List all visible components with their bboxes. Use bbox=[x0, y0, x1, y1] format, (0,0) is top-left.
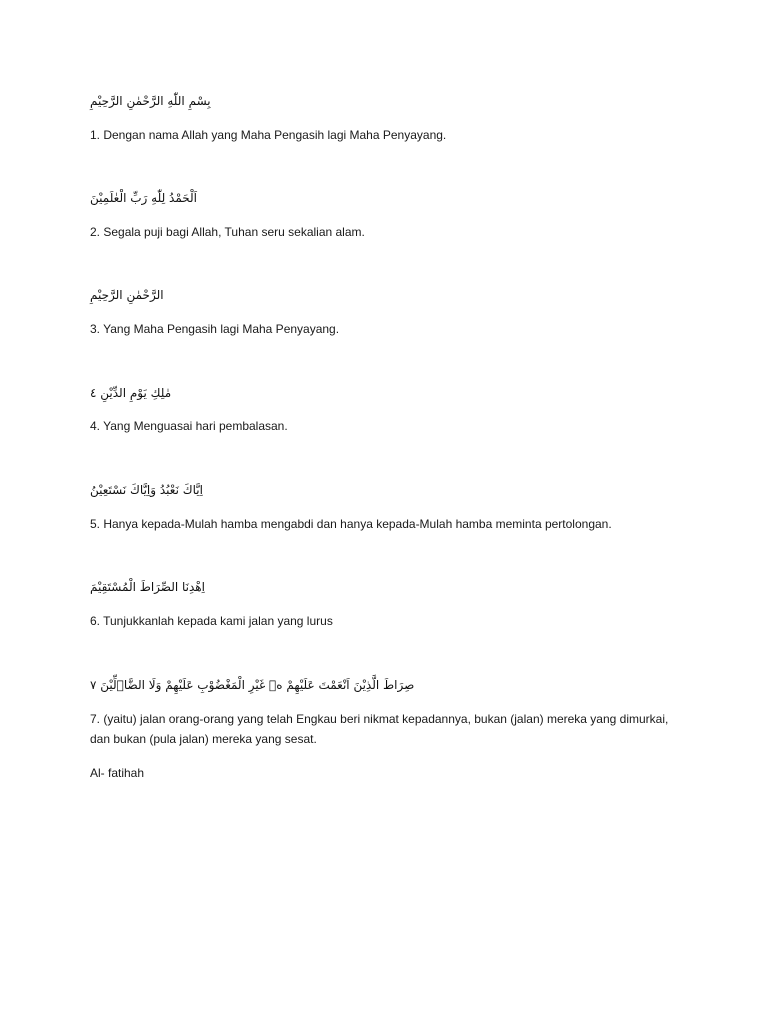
verse-1-translation: 1. Dengan nama Allah yang Maha Pengasih lagi Maha Penyayang. bbox=[90, 128, 447, 142]
verse-5-translation: 5. Hanya kepada-Mulah hamba mengabdi dan hanya kepada-Mulah hamba meminta pertolongan. bbox=[90, 517, 612, 531]
verse-7-translation: 7. (yaitu) jalan orang-orang yang telah Engkau beri nikmat kepadannya, bukan (jalan) mereka yang dimurkai, dan bukan (pula jalan) mereka yang sesat. bbox=[90, 712, 669, 746]
verse-1-arabic: بِسْمِ اللّٰهِ الرَّحْمٰنِ الرَّحِيْمِ bbox=[90, 94, 211, 108]
verse-2-arabic: اَلْحَمْدُ لِلّٰهِ رَبِّ الْعٰلَمِيْنَ bbox=[90, 191, 198, 205]
verse-3-arabic: الرَّحْمٰنِ الرَّحِيْمِ bbox=[90, 288, 164, 302]
verse-6-translation: 6. Tunjukkanlah kepada kami jalan yang lurus bbox=[90, 614, 333, 628]
verse-7-arabic: صِرَاطَ الَّذِيْنَ اَنْعَمْتَ عَلَيْهِمْ ەۙ غَيْرِ الْمَغْضُوْبِ عَلَيْهِمْ وَلَا الضَّاۤلِّيْنَ ٧ bbox=[90, 678, 415, 692]
verse-4-translation: 4. Yang Menguasai hari pembalasan. bbox=[90, 419, 288, 433]
verse-4-arabic: مٰلِكِ يَوْمِ الدِّيْنِ ٤ bbox=[90, 386, 172, 400]
verse-5-arabic: اِيَّاكَ نَعْبُدُ وَاِيَّاكَ نَسْتَعِيْنُ bbox=[90, 483, 203, 497]
verse-3-translation: 3. Yang Maha Pengasih lagi Maha Penyayang. bbox=[90, 322, 340, 336]
verse-2-translation: 2. Segala puji bagi Allah, Tuhan seru sekalian alam. bbox=[90, 225, 365, 239]
surah-title: Al- fatihah bbox=[90, 766, 145, 780]
verse-6-arabic: اِهْدِنَا الصِّرَاطَ الْمُسْتَقِيْمَ bbox=[90, 580, 205, 594]
